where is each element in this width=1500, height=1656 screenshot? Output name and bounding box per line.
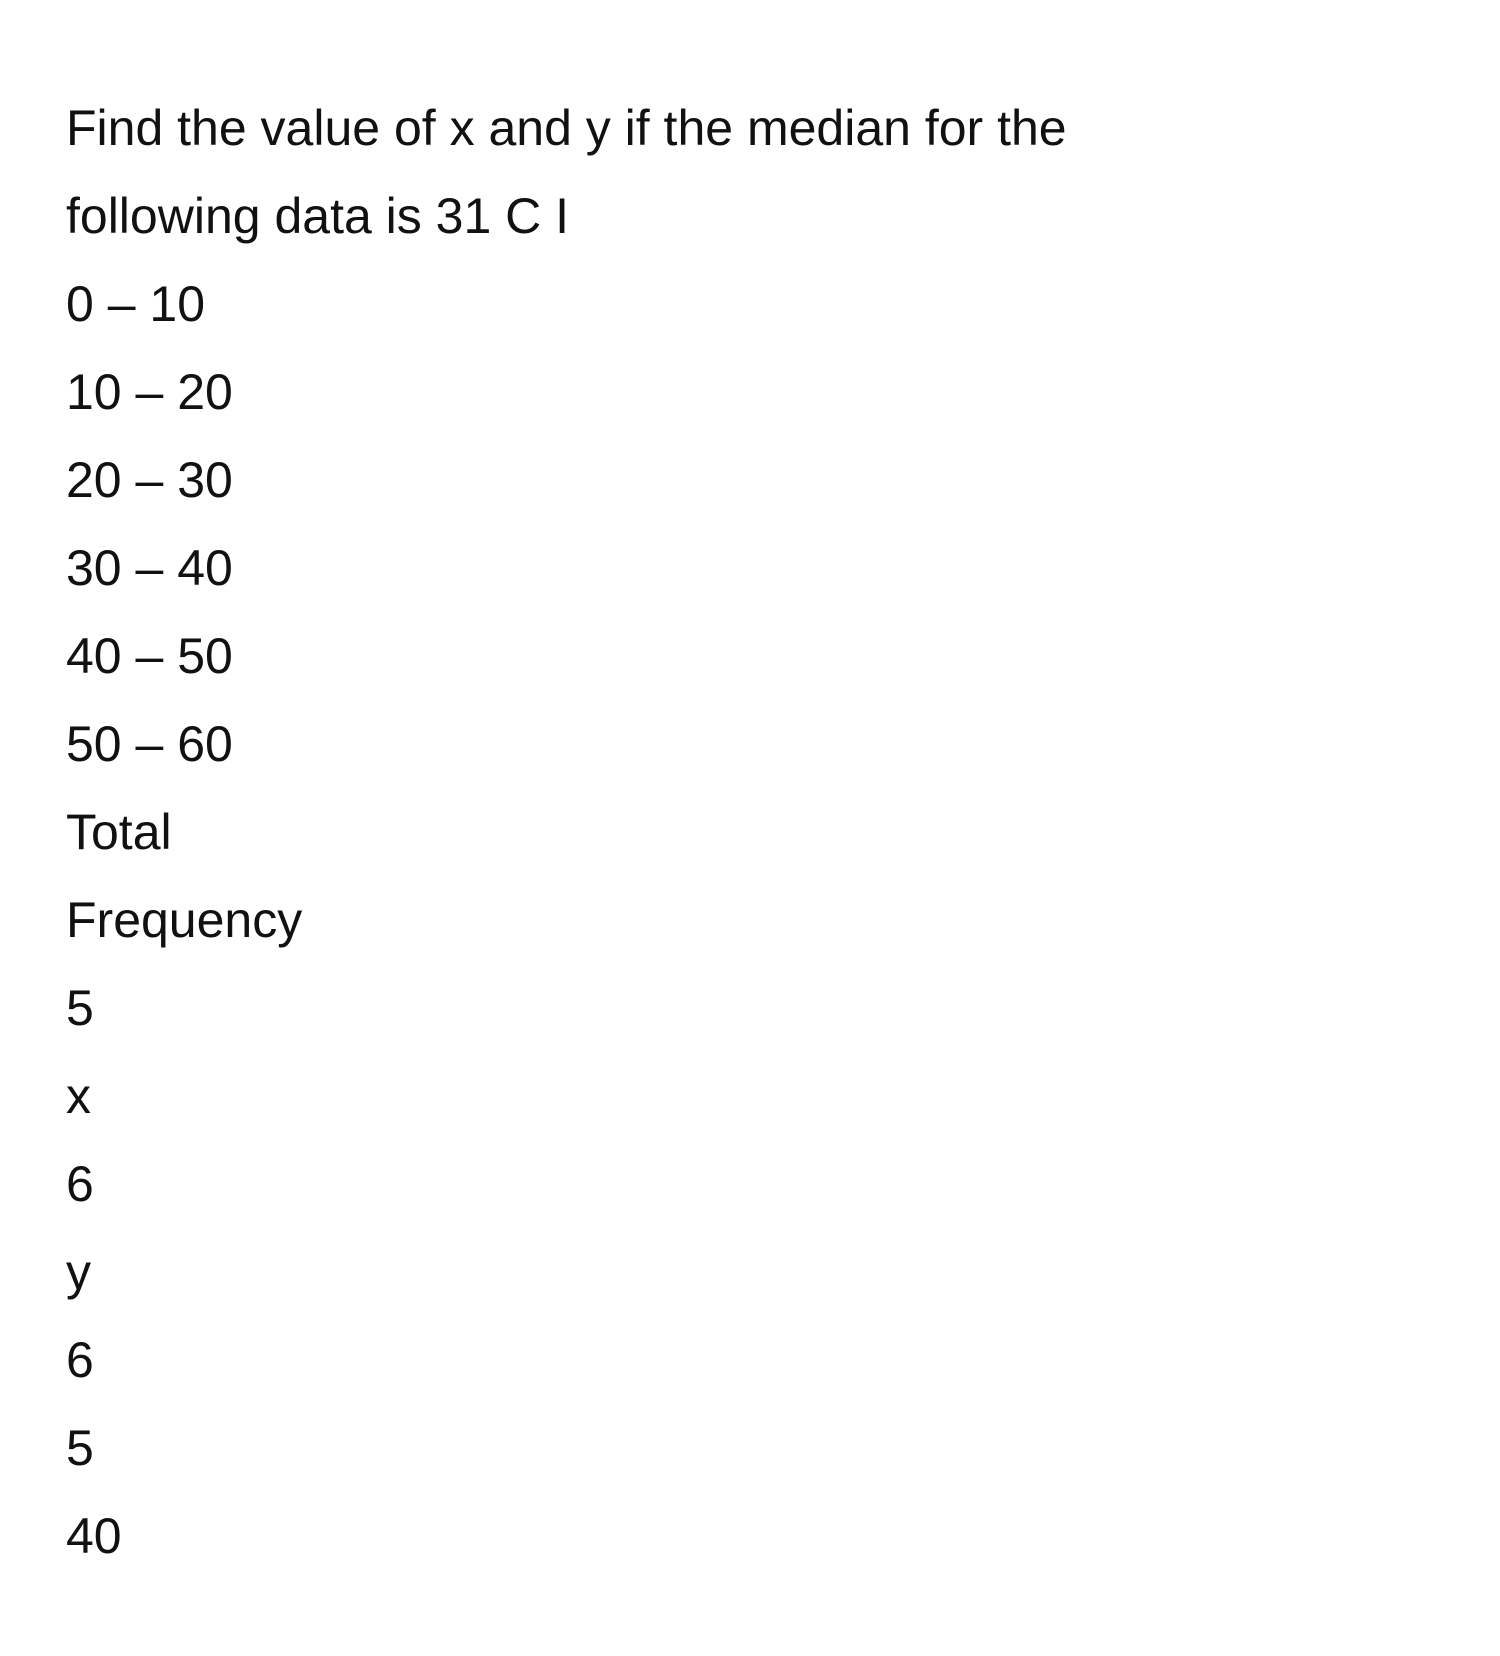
class-interval: 10 – 20 bbox=[66, 364, 233, 420]
class-interval: 40 – 50 bbox=[66, 628, 233, 684]
frequency-value: x bbox=[66, 1068, 91, 1124]
question-line-2: following data is 31 C I bbox=[66, 188, 570, 244]
frequency-value: 6 bbox=[66, 1332, 94, 1388]
frequency-value: 5 bbox=[66, 980, 94, 1036]
total-value: 40 bbox=[66, 1508, 122, 1564]
class-interval: 0 – 10 bbox=[66, 276, 206, 332]
frequency-label: Frequency bbox=[66, 892, 303, 948]
class-interval: 30 – 40 bbox=[66, 540, 233, 596]
frequency-value: 6 bbox=[66, 1156, 94, 1212]
class-interval: 20 – 30 bbox=[66, 452, 233, 508]
question-line-1: Find the value of x and y if the median for the bbox=[66, 100, 1067, 156]
frequency-value: y bbox=[66, 1244, 91, 1300]
class-interval: 50 – 60 bbox=[66, 716, 233, 772]
frequency-value: 5 bbox=[66, 1420, 94, 1476]
document-body bbox=[66, 84, 1446, 1580]
total-label: Total bbox=[66, 804, 172, 860]
